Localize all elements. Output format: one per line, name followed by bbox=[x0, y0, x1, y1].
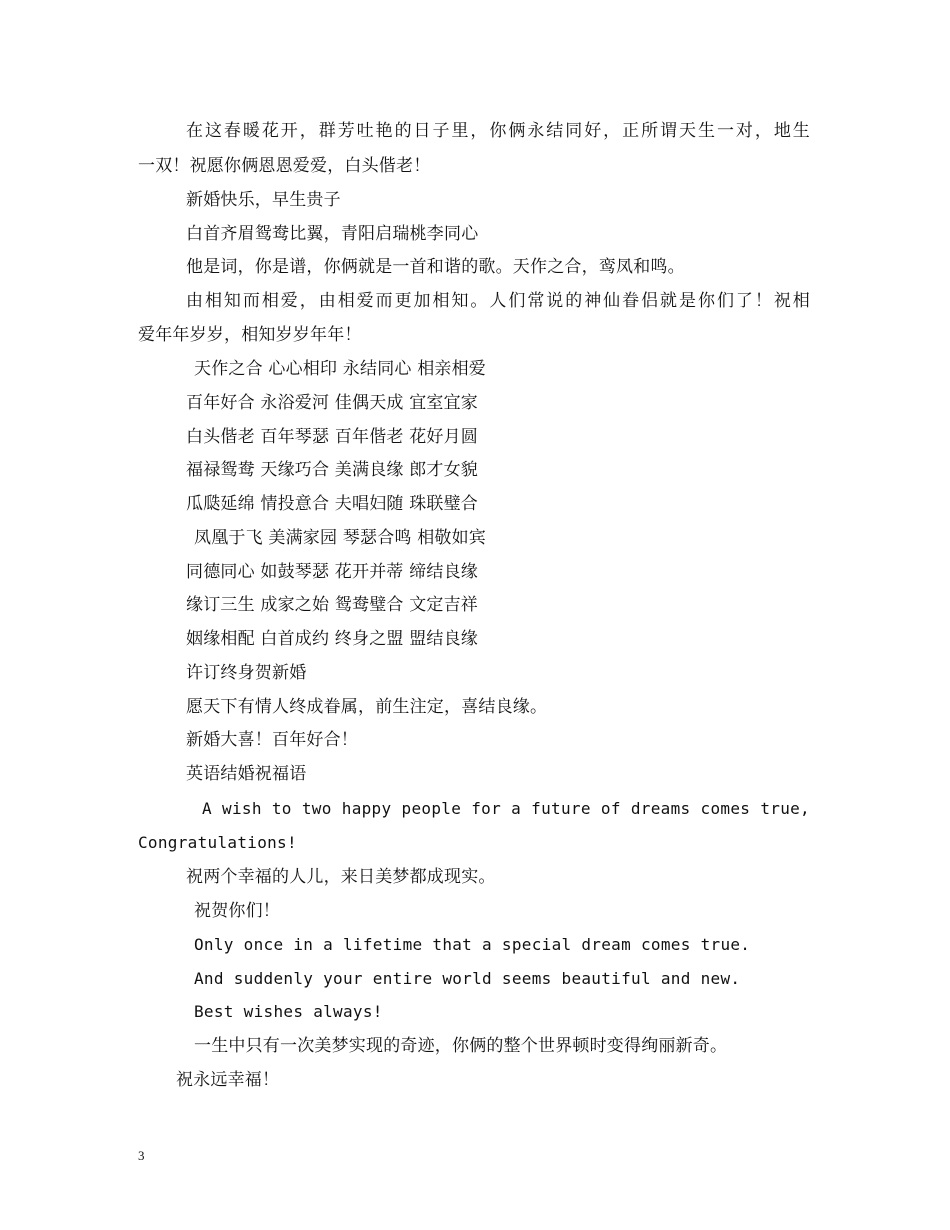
idiom-row: 凤凰于飞 美满家园 琴瑟合鸣 相敬如宾 bbox=[194, 528, 487, 548]
english-line: Only once in a lifetime that a special dream comes true. bbox=[194, 935, 751, 954]
paragraph-line: 白首齐眉鸳鸯比翼，青阳启瑞桃李同心 bbox=[186, 224, 479, 244]
idiom-row: 福禄鸳鸯 天缘巧合 美满良缘 郎才女貌 bbox=[186, 460, 479, 480]
english-line: And suddenly your entire world seems beautiful and new. bbox=[194, 969, 741, 988]
paragraph-line: 祝两个幸福的人儿，来日美梦都成现实。 bbox=[186, 867, 496, 887]
paragraph-line: 愿天下有情人终成眷属，前生注定，喜结良缘。 bbox=[186, 697, 548, 717]
idiom-row: 百年好合 永浴爱河 佳偶天成 宜室宜家 bbox=[186, 393, 479, 413]
paragraph-line: 祝永远幸福！ bbox=[176, 1070, 280, 1090]
english-line: Congratulations! bbox=[138, 833, 297, 852]
idiom-row: 缘订三生 成家之始 鸳鸯璧合 文定吉祥 bbox=[186, 595, 479, 615]
paragraph-line: 许订终身贺新婚 bbox=[186, 663, 307, 683]
paragraph-line: 由相知而相爱，由相爱而更加相知。人们常说的神仙眷侣就是你们了！祝相 bbox=[186, 291, 810, 311]
english-line: A wish to two happy people for a future of dreams comes true, bbox=[202, 799, 810, 818]
idiom-row: 天作之合 心心相印 永结同心 相亲相爱 bbox=[194, 359, 487, 379]
paragraph-line: 祝贺你们！ bbox=[194, 901, 280, 921]
idiom-row: 姻缘相配 白首成约 终身之盟 盟结良缘 bbox=[186, 629, 479, 649]
page-number: 3 bbox=[138, 1148, 145, 1163]
idiom-row: 同德同心 如鼓琴瑟 花开并蒂 缔结良缘 bbox=[186, 562, 479, 582]
paragraph-line: 一双！祝愿你俩恩恩爱爱，白头偕老！ bbox=[138, 156, 431, 176]
paragraph-line: 新婚大喜！百年好合！ bbox=[186, 730, 358, 750]
idiom-row: 瓜瓞延绵 情投意合 夫唱妇随 珠联璧合 bbox=[186, 494, 479, 514]
paragraph-line: 爱年年岁岁，相知岁岁年年！ bbox=[138, 325, 362, 345]
english-line: Best wishes always! bbox=[194, 1002, 383, 1021]
paragraph-line: 新婚快乐，早生贵子 bbox=[186, 190, 341, 210]
paragraph-line: 他是词，你是谱，你俩就是一首和谐的歌。天作之合，鸾凤和鸣。 bbox=[186, 257, 685, 277]
idiom-row: 白头偕老 百年琴瑟 百年偕老 花好月圆 bbox=[186, 427, 479, 447]
paragraph-line: 一生中只有一次美梦实现的奇迹，你俩的整个世界顿时变得绚丽新奇。 bbox=[194, 1036, 728, 1056]
paragraph-line: 在这春暖花开，群芳吐艳的日子里，你俩永结同好，正所谓天生一对，地生 bbox=[186, 121, 810, 141]
section-heading: 英语结婚祝福语 bbox=[186, 764, 307, 784]
